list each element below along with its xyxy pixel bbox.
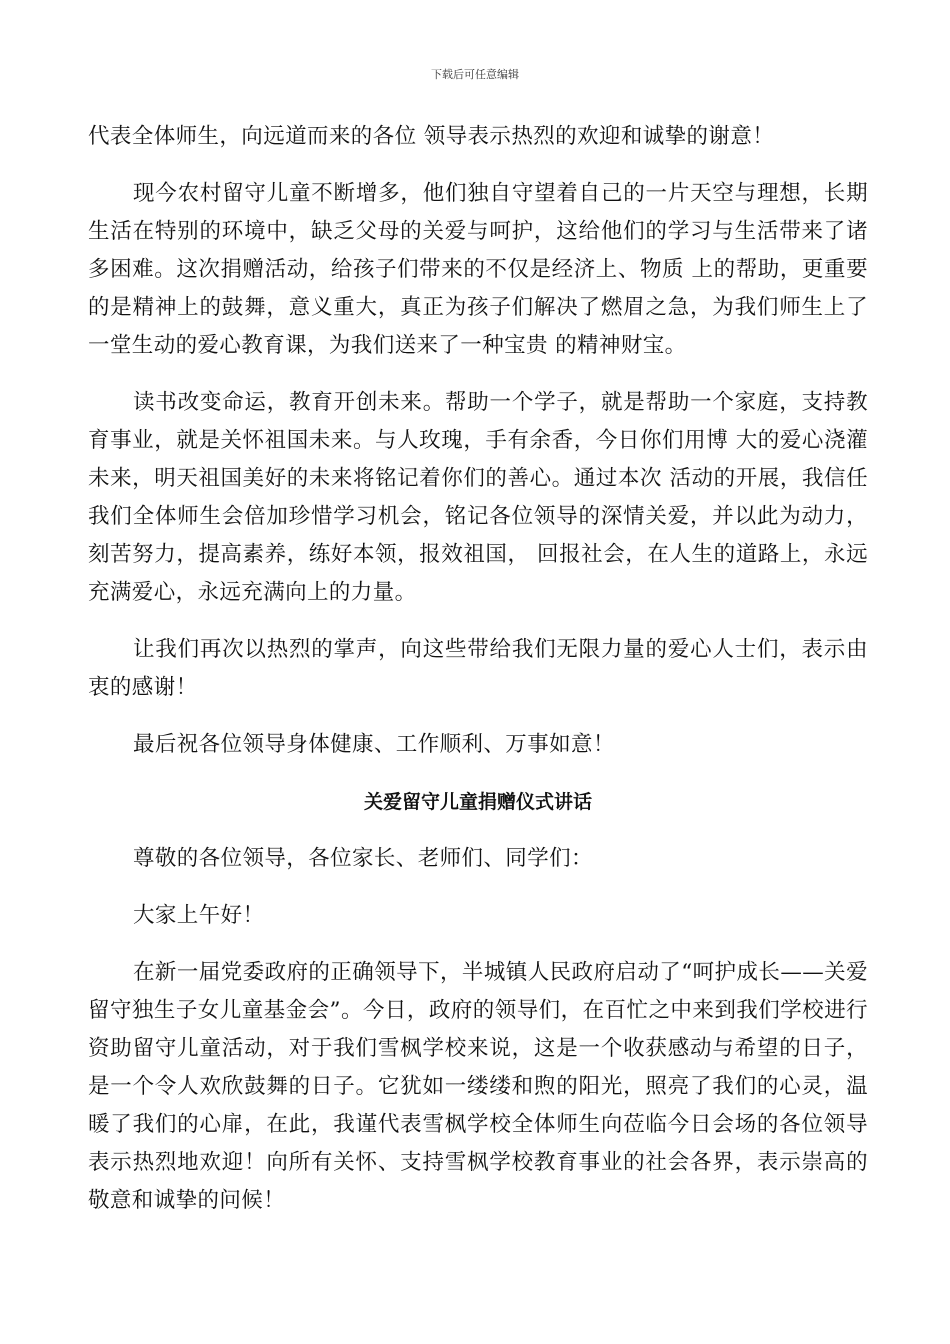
salutation: 尊敬的各位领导，各位家长、老师们、同学们：: [133, 846, 593, 871]
speech-paragraph: 在新一届党委政府的正确领导下，半城镇人民政府启动了“呵护成长——关爱留守独生子女儿童基金会”。今日，政府的领导们，在百忙之中来到我们学校进行资助留守儿童活动，对于我们雪枫学校来说，这是一个收获感动与希望的日子，是一个令人欢欣鼓舞的日子。它犹如一缕缕和煦的阳光，照亮了我们的心灵，温暖了我们的心扉，在此，我谨代表雪枫学校全体师生向莅临今日会场的各位领导表示热烈地欢迎！向所有关怀、支持雪枫学校教育事业的社会各界，表示崇高的敬意和诚挚的问候！: [88, 960, 868, 1213]
greeting: 大家上午好！: [133, 903, 265, 928]
section-title: 关爱留守儿童捐赠仪式讲话: [363, 791, 592, 813]
paragraph-2: 现今农村留守儿童不断增多，他们独自守望着自己的一片天空与理想，长期生活在特别的环境中，缺乏父母的关爱与呵护，这给他们的学习与生活带来了诸多困难。这次捐赠活动，给孩子们带来的不仅是经济上、物质 上的帮助，更重要的是精神上的鼓舞，意义重大，真正为孩子们解决了燃眉之急，为我们师生上了一堂生动的爱心教育课，为我们送来了一种宝贵 的精神财宝。: [88, 181, 868, 358]
paragraph-3: 读书改变命运，教育开创未来。帮助一个学子，就是帮助一个家庭，支持教育事业，就是关怀祖国未来。与人玫瑰，手有余香，今日你们用博 大的爱心浇灌未来，明天祖国美好的未来将铭记着你们的善心。通过本次 活动的开展，我信任我们全体师生会倍加珍惜学习机会，铭记各位领导的深情关爱，并以此为动力，刻苦努力，提高素养，练好本领，报效祖国， 回报社会，在人生的道路上，永远充满爱心，永远充满向上的力量。: [88, 390, 868, 605]
paragraph-5: 最后祝各位领导身体健康、工作顺利、万事如意！: [133, 732, 615, 757]
paragraph-4: 让我们再次以热烈的掌声，向这些带给我们无限力量的爱心人士们，表示由衷的感谢！: [88, 637, 868, 700]
document-body: [88, 118, 868, 1239]
page-header-note: 下载后可任意编辑: [431, 68, 519, 81]
paragraph-1: 代表全体师生，向远道而来的各位 领导表示热烈的欢迎和诚挚的谢意！: [88, 124, 775, 149]
